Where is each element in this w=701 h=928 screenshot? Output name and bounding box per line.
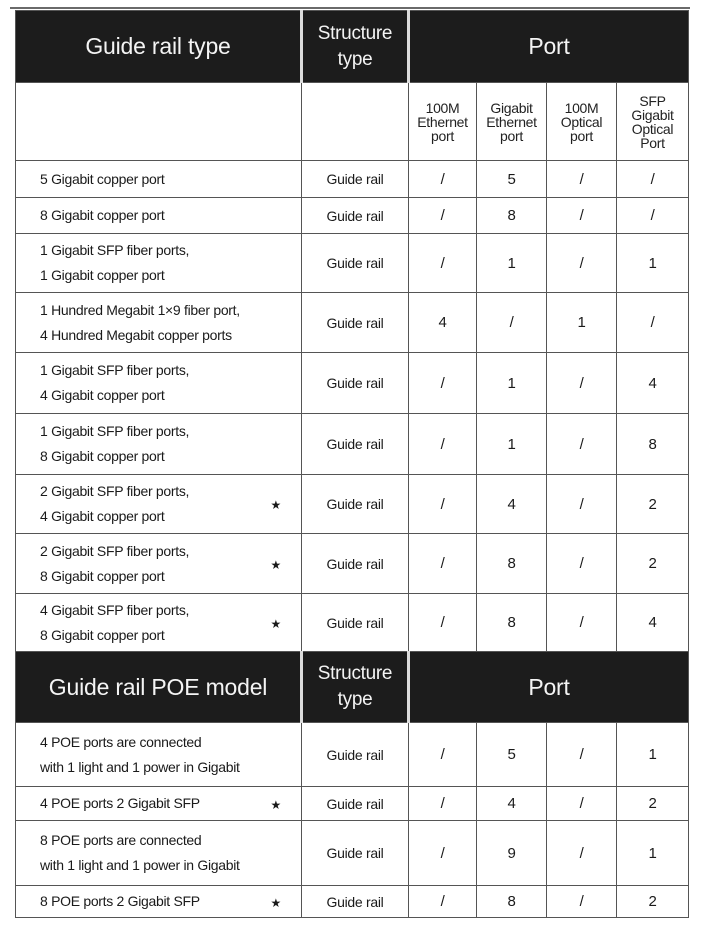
100m-optical-count: / bbox=[547, 821, 617, 886]
100m-ethernet-count: / bbox=[409, 161, 477, 198]
star-icon: ★ bbox=[270, 497, 281, 512]
100m-optical-count: / bbox=[547, 234, 617, 293]
description-line-2: 8 Gigabit copper port bbox=[40, 448, 165, 464]
table-row bbox=[16, 787, 689, 821]
gigabit-ethernet-count: 9 bbox=[477, 821, 547, 886]
sfp-gigabit-optical-count: 2 bbox=[617, 475, 689, 534]
100m-optical-count: / bbox=[547, 161, 617, 198]
100m-ethernet-count: / bbox=[409, 198, 477, 234]
description-line-2: 4 Gigabit copper port bbox=[40, 508, 165, 524]
gigabit-ethernet-count: 5 bbox=[477, 161, 547, 198]
table-row bbox=[16, 594, 689, 652]
100m-ethernet-count: / bbox=[409, 353, 477, 414]
100m-optical-count: / bbox=[547, 414, 617, 475]
100m-ethernet-count: 4 bbox=[409, 293, 477, 353]
sfp-gigabit-optical-count: 8 bbox=[617, 414, 689, 475]
model-description bbox=[16, 821, 302, 886]
subheader-blank bbox=[16, 83, 302, 161]
100m-ethernet-count: / bbox=[409, 414, 477, 475]
table-row bbox=[16, 161, 689, 198]
model-description bbox=[16, 353, 302, 414]
col-gigabit-ethernet-label: Gigabit Ethernet port bbox=[486, 99, 537, 144]
100m-optical-count: / bbox=[547, 594, 617, 652]
description-line-1: 1 Gigabit SFP fiber ports, bbox=[40, 242, 190, 258]
sfp-gigabit-optical-count: 1 bbox=[617, 234, 689, 293]
star-icon: ★ bbox=[270, 557, 281, 572]
structure-type: Guide rail bbox=[302, 534, 409, 594]
table-row bbox=[16, 723, 689, 787]
gigabit-ethernet-count: 1 bbox=[477, 234, 547, 293]
sfp-gigabit-optical-count: / bbox=[617, 293, 689, 353]
description-line-1: 8 POE ports are connected bbox=[40, 832, 202, 848]
table-row bbox=[16, 198, 689, 234]
table-row bbox=[16, 475, 689, 534]
model-description bbox=[16, 594, 302, 652]
100m-ethernet-count: / bbox=[409, 534, 477, 594]
col-sfp-gigabit-optical bbox=[617, 83, 689, 161]
model-description bbox=[16, 886, 302, 918]
description-line-1: 1 Gigabit SFP fiber ports, bbox=[40, 423, 190, 439]
description-line-1: 2 Gigabit SFP fiber ports, bbox=[40, 542, 190, 559]
model-description bbox=[16, 475, 302, 534]
header-structure-type-label: Structure type bbox=[317, 22, 393, 70]
structure-type: Guide rail bbox=[302, 234, 409, 293]
structure-type: Guide rail bbox=[302, 723, 409, 787]
description-line-2: with 1 light and 1 power in Gigabit bbox=[40, 758, 240, 775]
description-line-1: 2 Gigabit SFP fiber ports, bbox=[40, 483, 190, 499]
header-structure-type-label: Structure type bbox=[317, 663, 393, 710]
header-structure-type bbox=[302, 11, 409, 83]
model-description bbox=[16, 198, 302, 234]
model-description bbox=[16, 787, 302, 821]
100m-optical-count: / bbox=[547, 787, 617, 821]
sfp-gigabit-optical-count: 1 bbox=[617, 821, 689, 886]
sfp-gigabit-optical-count: 4 bbox=[617, 594, 689, 652]
col-100m-ethernet-label: 100M Ethernet port bbox=[417, 99, 468, 144]
sfp-gigabit-optical-count: 4 bbox=[617, 353, 689, 414]
structure-type: Guide rail bbox=[302, 886, 409, 918]
description-line-1: 1 Gigabit SFP fiber ports, bbox=[40, 362, 190, 378]
gigabit-ethernet-count: 4 bbox=[477, 475, 547, 534]
100m-optical-count: / bbox=[547, 198, 617, 234]
100m-ethernet-count: / bbox=[409, 723, 477, 787]
gigabit-ethernet-count: 4 bbox=[477, 787, 547, 821]
structure-type: Guide rail bbox=[302, 821, 409, 886]
guide-rail-type-table bbox=[15, 10, 689, 652]
gigabit-ethernet-count: / bbox=[477, 293, 547, 353]
100m-optical-count: / bbox=[547, 353, 617, 414]
model-description bbox=[16, 161, 302, 198]
table-row bbox=[16, 414, 689, 475]
star-icon: ★ bbox=[270, 616, 281, 631]
model-description bbox=[16, 534, 302, 594]
header-guide-rail-poe-model: Guide rail POE model bbox=[16, 652, 302, 723]
100m-optical-count: / bbox=[547, 723, 617, 787]
100m-ethernet-count: / bbox=[409, 821, 477, 886]
table-row bbox=[16, 293, 689, 353]
table-row bbox=[16, 353, 689, 414]
sfp-gigabit-optical-count: / bbox=[617, 161, 689, 198]
gigabit-ethernet-count: 5 bbox=[477, 723, 547, 787]
guide-rail-poe-table bbox=[15, 651, 689, 918]
100m-ethernet-count: / bbox=[409, 787, 477, 821]
structure-type: Guide rail bbox=[302, 475, 409, 534]
100m-ethernet-count: / bbox=[409, 475, 477, 534]
structure-type: Guide rail bbox=[302, 353, 409, 414]
structure-type: Guide rail bbox=[302, 161, 409, 198]
structure-type: Guide rail bbox=[302, 293, 409, 353]
model-description bbox=[16, 234, 302, 293]
col-100m-optical bbox=[547, 83, 617, 161]
sfp-gigabit-optical-count: 2 bbox=[617, 787, 689, 821]
structure-type: Guide rail bbox=[302, 198, 409, 234]
description-line-2: 1 Gigabit copper port bbox=[40, 267, 165, 283]
description-line-1: 8 POE ports 2 Gigabit SFP bbox=[40, 893, 200, 909]
model-description bbox=[16, 723, 302, 787]
header-port: Port bbox=[409, 652, 689, 723]
table-row bbox=[16, 534, 689, 594]
structure-type: Guide rail bbox=[302, 787, 409, 821]
structure-type: Guide rail bbox=[302, 594, 409, 652]
description-line-2: 8 Gigabit copper port bbox=[40, 567, 165, 584]
description-line-1: 4 POE ports are connected bbox=[40, 733, 202, 750]
description-line-2: 8 Gigabit copper port bbox=[40, 626, 165, 643]
sfp-gigabit-optical-count: / bbox=[617, 198, 689, 234]
100m-ethernet-count: / bbox=[409, 234, 477, 293]
description-line-2: 4 Gigabit copper port bbox=[40, 387, 165, 403]
description-line-1: 1 Hundred Megabit 1×9 fiber port, bbox=[40, 301, 240, 318]
structure-type: Guide rail bbox=[302, 414, 409, 475]
col-gigabit-ethernet bbox=[477, 83, 547, 161]
model-description bbox=[16, 293, 302, 353]
subheader-blank-structure bbox=[302, 83, 409, 161]
col-100m-ethernet bbox=[409, 83, 477, 161]
table-row bbox=[16, 234, 689, 293]
sfp-gigabit-optical-count: 2 bbox=[617, 534, 689, 594]
header-guide-rail-type: Guide rail type bbox=[16, 11, 302, 83]
top-border-line bbox=[10, 7, 690, 9]
sfp-gigabit-optical-count: 1 bbox=[617, 723, 689, 787]
100m-ethernet-count: / bbox=[409, 886, 477, 918]
description-line-1: 4 POE ports 2 Gigabit SFP bbox=[40, 795, 200, 811]
table-row bbox=[16, 886, 689, 918]
description-line-1: 5 Gigabit copper port bbox=[40, 170, 165, 187]
gigabit-ethernet-count: 8 bbox=[477, 886, 547, 918]
header-structure-type bbox=[302, 652, 409, 723]
gigabit-ethernet-count: 1 bbox=[477, 353, 547, 414]
gigabit-ethernet-count: 1 bbox=[477, 414, 547, 475]
col-100m-optical-label: 100M Optical port bbox=[560, 99, 603, 144]
sfp-gigabit-optical-count: 2 bbox=[617, 886, 689, 918]
gigabit-ethernet-count: 8 bbox=[477, 594, 547, 652]
gigabit-ethernet-count: 8 bbox=[477, 534, 547, 594]
description-line-1: 4 Gigabit SFP fiber ports, bbox=[40, 601, 190, 618]
table-row bbox=[16, 821, 689, 886]
col-sfp-gigabit-optical-label: SFP Gigabit Optical Port bbox=[631, 92, 674, 151]
100m-ethernet-count: / bbox=[409, 594, 477, 652]
100m-optical-count: / bbox=[547, 886, 617, 918]
star-icon: ★ bbox=[270, 797, 281, 812]
description-line-1: 8 Gigabit copper port bbox=[40, 207, 165, 223]
gigabit-ethernet-count: 8 bbox=[477, 198, 547, 234]
100m-optical-count: 1 bbox=[547, 293, 617, 353]
star-icon: ★ bbox=[270, 895, 281, 910]
header-port: Port bbox=[409, 11, 689, 83]
model-description bbox=[16, 414, 302, 475]
100m-optical-count: / bbox=[547, 475, 617, 534]
description-line-2: 4 Hundred Megabit copper ports bbox=[40, 326, 232, 343]
description-line-2: with 1 light and 1 power in Gigabit bbox=[40, 857, 240, 873]
100m-optical-count: / bbox=[547, 534, 617, 594]
